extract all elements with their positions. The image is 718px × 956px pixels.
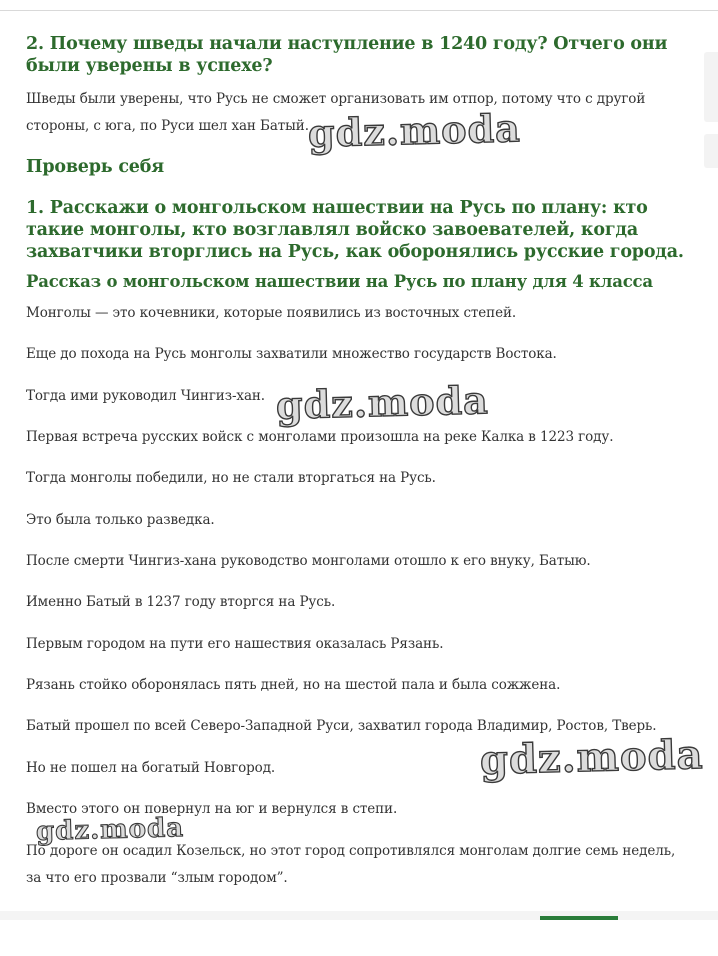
paragraph: Тогда монголы победили, но не стали вторгаться на Русь. (26, 470, 436, 486)
question-1-heading: 1. Расскажи о монгольском нашествии на Русь по плану: кто такие монголы, кто возглавлял войско завоевателей, когда захватчики вторглись на Русь, как оборонялись русские города. (26, 198, 684, 262)
paragraph: Тогда ими руководил Чингиз-хан. (26, 388, 265, 404)
top-divider (0, 10, 718, 11)
bottom-accent-line (540, 916, 618, 920)
paragraph: По дороге он осадил Козельск, но этот город сопротивлялся монголам долгие семь недель, за что его прозвали “злым городом”. (26, 843, 676, 886)
side-widget[interactable] (704, 52, 718, 122)
paragraph: После смерти Чингиз-хана руководство монголами отошло к его внуку, Батыю. (26, 553, 591, 569)
watermark-logo: gdz.moda (307, 105, 522, 156)
question-2-heading: 2. Почему шведы начали наступление в 1240 году? Отчего они были уверены в успехе? (26, 34, 668, 76)
paragraph: Первым городом на пути его нашествия оказалась Рязань. (26, 636, 444, 652)
check-yourself-heading: Проверь себя (26, 157, 164, 177)
story-subheading: Рассказ о монгольском нашествии на Русь по плану для 4 класса (26, 272, 653, 291)
side-widget[interactable] (704, 134, 718, 168)
paragraph: Именно Батый в 1237 году вторгся на Русь. (26, 594, 336, 610)
paragraph: Но не пошел на богатый Новгород. (26, 760, 276, 776)
watermark-logo: gdz.moda (35, 813, 185, 847)
watermark-logo: gdz.moda (275, 377, 490, 428)
paragraph: Батый прошел по всей Северо-Западной Руси, захватил города Владимир, Ростов, Тверь. (26, 718, 657, 734)
paragraph: Монголы — это кочевники, которые появились из восточных степей. (26, 305, 517, 321)
paragraph: Вместо этого он повернул на юг и вернулся в степи. (26, 801, 398, 817)
paragraph: Еще до похода на Русь монголы захватили множество государств Востока. (26, 346, 557, 362)
watermark-logo: gdz.moda (479, 731, 705, 784)
paragraph: Рязань стойко оборонялась пять дней, но на шестой пала и была сожжена. (26, 677, 561, 693)
paragraph: Это была только разведка. (26, 512, 215, 528)
question-2-answer: Шведы были уверены, что Русь не сможет организовать им отпор, потому что с другой стороны, с юга, по Руси шел хан Батый. (26, 91, 646, 134)
paragraph: Первая встреча русских войск с монголами произошла на реке Калка в 1223 году. (26, 429, 614, 445)
